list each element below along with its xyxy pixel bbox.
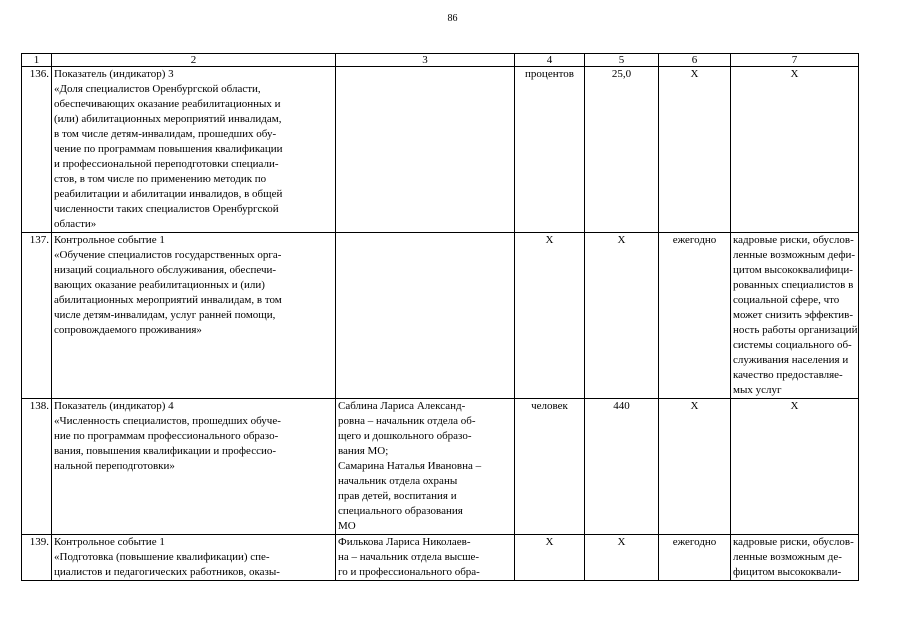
event-description: Контрольное событие 1 «Обучение специалистов государственных орга- низаций социального обслуживания, обеспечи- вающих оказание реабилитационных и (или) абилитационных мероприятий инвалидам, в том числе детям-инвалидам, услуг ранней помощи, сопровождаемого проживания»	[52, 233, 336, 399]
table-row	[22, 399, 859, 535]
column-number-header: 1	[22, 54, 52, 67]
table-row	[22, 67, 859, 233]
unit-cell: процентов	[515, 67, 585, 233]
risk-cell: кадровые риски, обуслов- ленные возможным де- фицитом высококвали-	[731, 535, 859, 581]
table-row	[22, 233, 859, 399]
row-number: 138.	[22, 399, 52, 535]
unit-cell: человек	[515, 399, 585, 535]
deadline-cell: Х	[659, 67, 731, 233]
responsible-person: Саблина Лариса Александ- ровна – начальник отдела об- щего и дошкольного образо- вания МО; Самарина Наталья Ивановна – начальник отдела охраны прав детей, воспитания и специального образования МО	[336, 399, 515, 535]
column-number-header: 6	[659, 54, 731, 67]
table-header-row	[22, 54, 859, 67]
risk-cell: Х	[731, 399, 859, 535]
column-number-header: 4	[515, 54, 585, 67]
value-cell: 25,0	[585, 67, 659, 233]
deadline-cell: Х	[659, 399, 731, 535]
risk-cell: кадровые риски, обуслов- ленные возможным дефи- цитом высококвалифици- рованных специалистов в социальной сфере, что может снизить эффектив- ность работы организаций системы социального об- служивания населения и качество предоставляе- мых услуг	[731, 233, 859, 399]
column-number-header: 3	[336, 54, 515, 67]
event-description: Контрольное событие 1 «Подготовка (повышение квалификации) спе- циалистов и педагогических работников, оказы-	[52, 535, 336, 581]
event-description: Показатель (индикатор) 3 «Доля специалистов Оренбургской области, обеспечивающих оказание реабилитационных и (или) абилитационных мероприятий инвалидам, в том числе детям-инвалидам, прошедших обу- чение по программам повышения квалификации и профессиональной переподготовки специали- стов, в том числе по применению методик по реабилитации и абилитации инвалидов, в общей численности таких специалистов Оренбургской области»	[52, 67, 336, 233]
page-number: 86	[447, 13, 458, 24]
unit-cell: Х	[515, 535, 585, 581]
event-description: Показатель (индикатор) 4 «Численность специалистов, прошедших обуче- ние по программам профессионального образо- вания, повышения квалификации и профессио- нальной переподготовки»	[52, 399, 336, 535]
row-number: 137.	[22, 233, 52, 399]
value-cell: Х	[585, 233, 659, 399]
plan-table	[21, 53, 859, 581]
responsible-person	[336, 233, 515, 399]
responsible-person: Филькова Лариса Николаев- на – начальник отдела высше- го и профессионального обра-	[336, 535, 515, 581]
table-row	[22, 535, 859, 581]
value-cell: 440	[585, 399, 659, 535]
row-number: 136.	[22, 67, 52, 233]
deadline-cell: ежегодно	[659, 233, 731, 399]
risk-cell: Х	[731, 67, 859, 233]
column-number-header: 2	[52, 54, 336, 67]
value-cell: Х	[585, 535, 659, 581]
deadline-cell: ежегодно	[659, 535, 731, 581]
column-number-header: 5	[585, 54, 659, 67]
column-number-header: 7	[731, 54, 859, 67]
unit-cell: Х	[515, 233, 585, 399]
responsible-person	[336, 67, 515, 233]
row-number: 139.	[22, 535, 52, 581]
